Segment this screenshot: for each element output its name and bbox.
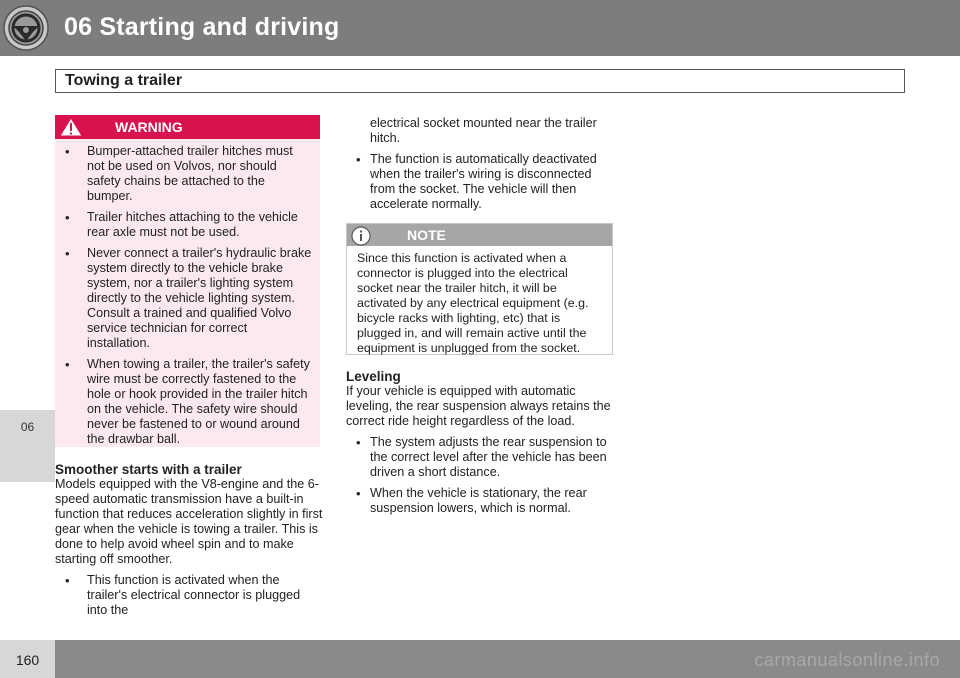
leveling-item: • When the vehicle is stationary, the rear suspension lowers, which is normal. [346, 486, 616, 516]
section-title: Towing a trailer [65, 72, 183, 89]
note-header [347, 224, 612, 246]
leveling-heading: Leveling [346, 369, 401, 384]
smoother-list-2 [346, 152, 614, 212]
warning-triangle-icon [59, 117, 83, 137]
warning-header [55, 115, 320, 139]
smoother-item: • The function is automatically deactivated when the trailer's wiring is disconnected from the socket. The vehicle will then accelerate normally. [346, 152, 614, 212]
page-number: 160 [15, 652, 40, 668]
steering-wheel-icon [2, 4, 50, 52]
warning-list [55, 144, 313, 453]
warning-item: • Trailer hitches attaching to the vehicle rear axle must not be used. [55, 210, 313, 240]
smoother-item: • This function is activated when the trailer's electrical connector is plugged into the [55, 573, 323, 618]
watermark: carmanualsonline.info [754, 650, 940, 670]
smoother-list [55, 573, 323, 618]
warning-item: • Never connect a trailer's hydraulic brake system directly to the vehicle brake system, nor a trailer's lighting system directly to the vehicle lighting system. Consult a trained and qualified Volvo service technician for correct installation. [55, 246, 313, 351]
chapter-tab-label: 06 [20, 420, 35, 434]
warning-item: • When towing a trailer, the trailer's safety wire must be correctly fastened to the hole or hook provided in the trailer hitch on the vehicle. The safety wire should never be fastened to or wound around the drawbar ball. [55, 357, 313, 447]
note-text: Since this function is activated when a connector is plugged into the electrical socket near the trailer hitch, it will be activated by any electrical equipment (e.g. bicycle racks with lighting, etc) that is plugged in, and will remain active until the equipment is unplugged from the socket. [357, 251, 589, 355]
smoother-section [55, 462, 323, 624]
chapter-header [0, 0, 960, 56]
section-bar [55, 69, 905, 93]
note-label: NOTE [407, 227, 446, 243]
leveling-list [346, 435, 616, 516]
warning-item: • Bumper-attached trailer hitches must not be used on Volvos, nor should safety chains be attached to the bumper. [55, 144, 313, 204]
smoother-continued [346, 116, 614, 218]
info-icon [351, 226, 371, 246]
leveling-section [346, 369, 616, 522]
smoother-heading: Smoother starts with a trailer [55, 462, 242, 477]
leveling-item: • The system adjusts the rear suspension to the correct level after the vehicle has been driven a short distance. [346, 435, 616, 480]
note-box [346, 223, 613, 355]
chapter-title: 06 Starting and driving [64, 13, 340, 41]
warning-label: WARNING [115, 119, 183, 135]
leveling-body: If your vehicle is equipped with automatic leveling, the rear suspension always retains the correct ride height regardless of the load. [346, 384, 611, 428]
smoother-body: Models equipped with the V8-engine and the 6-speed automatic transmission have a built-in function that reduces acceleration slightly in first gear when the vehicle is towing a trailer. This is done to help avoid wheel spin and to make starting off smoother. [55, 477, 323, 566]
smoother-item-continued: electrical socket mounted near the trailer hitch. [370, 116, 597, 145]
warning-box [55, 115, 320, 447]
